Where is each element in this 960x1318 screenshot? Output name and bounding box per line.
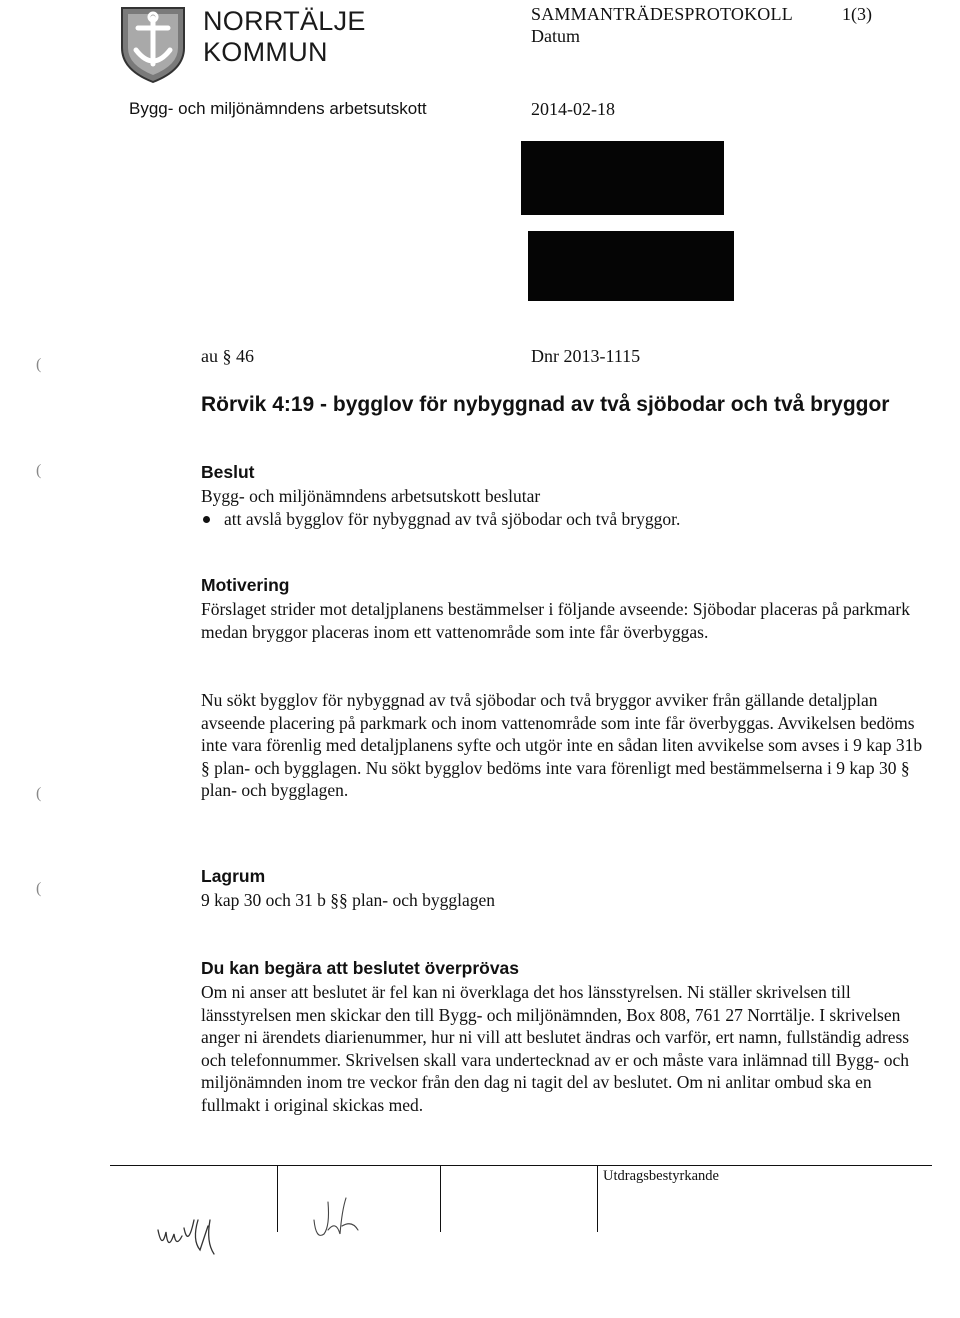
motivering-heading: Motivering <box>201 575 290 595</box>
handwritten-signature-icon <box>306 1190 366 1260</box>
appeal-text: Om ni anser att beslutet är fel kan ni överklaga det hos länsstyrelsen. Ni ställer skrivelsen till länsstyrelsen men skickar den till Bygg- och miljönämnden, Box 808, 761 27 Norrtälje. I skrivelsen anger ni ärendets diarienummer, hur ni vill att beslutet ändras och varför, ert namn, fullständig adress och telefonnummer. Skrivelsen skall vara undertecknad av er och måste vara inlämnad till Bygg- och miljönämnden inom tre veckor från den dag ni tagit del av beslutet. Om ni anlitar ombud ska en fullmakt i original skickas med. <box>201 982 910 1115</box>
margin-mark: ( <box>36 462 42 479</box>
motivering-paragraph-1: Förslaget strider mot detaljplanens bestämmelser i följande avseende: Sjöbodar placeras på parkmark medan bryggor placeras inom ett vattenområde som inte får överbyggas. <box>201 599 910 642</box>
committee-name: Bygg- och miljönämndens arbetsutskott <box>129 99 427 118</box>
margin-mark: ( <box>36 356 42 373</box>
beslut-heading: Beslut <box>201 462 255 482</box>
date-label: Datum <box>531 26 580 46</box>
appeal-heading: Du kan begära att beslutet överprövas <box>201 958 520 978</box>
section-reference: au § 46 <box>201 346 254 366</box>
lagrum-heading: Lagrum <box>201 866 266 886</box>
registration-number: Dnr 2013-1115 <box>531 346 641 366</box>
beslut-text: Bygg- och miljönämndens arbetsutskott beslutar <box>201 486 541 506</box>
margin-mark: ( <box>36 880 42 897</box>
protocol-title: SAMMANTRÄDESPROTOKOLL <box>531 4 793 24</box>
beslut-bullet-item <box>201 508 931 531</box>
lagrum-text: 9 kap 30 och 31 b §§ plan- och bygglagen <box>201 890 496 910</box>
date-value: 2014-02-18 <box>531 99 615 119</box>
redaction-block <box>521 141 724 215</box>
margin-mark: ( <box>36 785 42 802</box>
extract-certification-label: Utdragsbestyrkande <box>603 1168 719 1184</box>
footer-column-divider <box>277 1165 278 1232</box>
organization-name <box>203 6 366 68</box>
footer-divider <box>110 1165 932 1166</box>
page-number: 1(3) <box>842 4 872 24</box>
footer-column-divider <box>440 1165 441 1232</box>
case-title: Rörvik 4:19 - bygglov för nybyggnad av två sjöbodar och två bryggor <box>201 393 890 416</box>
motivering-paragraph-2: Nu sökt bygglov för nybyggnad av två sjöbodar och två bryggor avviker från gällande detaljplan avseende placering på parkmark och inom vattenområde som inte får överbyggas. Avvikelsen bedöms inte vara förenlig med detaljplanens syfte och utgör inte en sådan liten avvikelse som avses i 9 kap 31b § plan- och bygglagen. Nu sökt bygglov bedöms inte vara förenligt med bestämmelserna i 9 kap 30 § plan- och bygglagen. <box>201 690 923 801</box>
bullet-icon <box>203 516 210 523</box>
redaction-block <box>528 231 734 301</box>
organization-name-line1: NORRTÄLJE <box>203 6 366 36</box>
handwritten-signature-icon <box>148 1190 238 1270</box>
footer-column-divider <box>597 1165 598 1232</box>
municipal-coat-of-arms-icon <box>118 4 188 84</box>
organization-name-line2: KOMMUN <box>203 37 328 67</box>
beslut-bullet-text: att avslå bygglov för nybyggnad av två sjöbodar och två bryggor. <box>224 509 681 529</box>
